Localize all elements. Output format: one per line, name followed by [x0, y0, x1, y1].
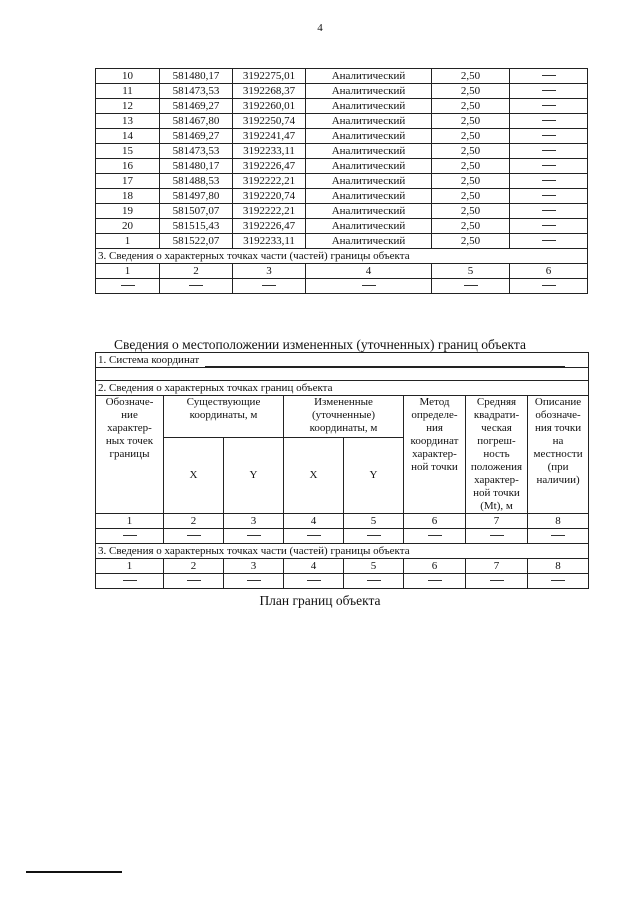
column-number: 2: [160, 264, 233, 279]
part-section-title: 3. Сведения о характерных точках части (частей) границы объекта: [96, 249, 588, 264]
description-cell: [510, 234, 588, 249]
changed-boundaries-title: Сведения о местоположении измененных (уточненных) границ объекта: [114, 337, 526, 352]
header-changed-x: X: [284, 437, 344, 513]
dash-mark: [307, 535, 321, 536]
point-number: 12: [96, 99, 160, 114]
coord-system-label: 1. Система координат: [98, 353, 200, 366]
point-number: 1: [96, 234, 160, 249]
table-row: [96, 129, 588, 144]
coord-y: 3192222,21: [233, 174, 306, 189]
point-value: [404, 529, 466, 544]
part-column-number: 7: [466, 559, 528, 574]
point-number: 15: [96, 144, 160, 159]
point-value: [528, 529, 589, 544]
method-cell: Аналитический: [306, 99, 432, 114]
part-column-number: 4: [284, 559, 344, 574]
dash-mark: [121, 285, 135, 286]
mt-cell: 2,50: [432, 219, 510, 234]
description-cell: [510, 174, 588, 189]
column-number: 1: [96, 514, 164, 529]
point-value-row: [96, 529, 589, 544]
column-number: 4: [306, 264, 432, 279]
dash-mark: [542, 90, 556, 91]
header-mt: Средняя квадрати-ческая погреш-ность положения характер-ной точки (Mt), м: [466, 396, 528, 514]
dash-mark: [464, 285, 478, 286]
part-value: [466, 574, 528, 589]
part-column-number: 3: [224, 559, 284, 574]
part-value: [510, 279, 588, 294]
dash-mark: [542, 195, 556, 196]
header-method: Метод определе-ния координат характер-ной точки: [404, 396, 466, 514]
table-row: [96, 189, 588, 204]
point-value: [96, 529, 164, 544]
page-number: 4: [317, 22, 323, 34]
coord-system-row: [96, 353, 589, 368]
dash-mark: [542, 165, 556, 166]
mt-cell: 2,50: [432, 144, 510, 159]
part-value-row: [96, 574, 589, 589]
method-cell: Аналитический: [306, 189, 432, 204]
column-number: 8: [528, 514, 589, 529]
part-column-number: 8: [528, 559, 589, 574]
table-row: [96, 204, 588, 219]
header-designation: Обозначе-ние характер-ных точек границы: [96, 396, 164, 514]
description-cell: [510, 69, 588, 84]
column-number: 1: [96, 264, 160, 279]
description-cell: [510, 114, 588, 129]
part-value: [306, 279, 432, 294]
dash-mark: [187, 580, 201, 581]
part-values-row: [96, 279, 588, 294]
description-cell: [510, 219, 588, 234]
method-cell: Аналитический: [306, 204, 432, 219]
mt-cell: 2,50: [432, 84, 510, 99]
points-section-title: 2. Сведения о характерных точках границ объекта: [96, 381, 589, 396]
part-section-title: 3. Сведения о характерных точках части (частей) границы объекта: [96, 544, 589, 559]
point-value: [466, 529, 528, 544]
coord-y: 3192268,37: [233, 84, 306, 99]
point-value: [284, 529, 344, 544]
column-number: 3: [233, 264, 306, 279]
coord-x: 581469,27: [160, 99, 233, 114]
column-number: 6: [404, 514, 466, 529]
dash-mark: [123, 580, 137, 581]
dash-mark: [428, 580, 442, 581]
coord-y: 3192220,74: [233, 189, 306, 204]
dash-mark: [542, 135, 556, 136]
coord-x: 581473,53: [160, 144, 233, 159]
point-number: 14: [96, 129, 160, 144]
changed-boundaries-table: [95, 352, 589, 589]
table-row: [96, 234, 588, 249]
column-number: 5: [432, 264, 510, 279]
coord-y: 3192233,11: [233, 234, 306, 249]
method-cell: Аналитический: [306, 84, 432, 99]
method-cell: Аналитический: [306, 174, 432, 189]
description-cell: [510, 204, 588, 219]
dash-mark: [247, 535, 261, 536]
description-cell: [510, 129, 588, 144]
coord-y: 3192233,11: [233, 144, 306, 159]
coord-x: 581507,07: [160, 204, 233, 219]
point-value: [164, 529, 224, 544]
table-row: [96, 159, 588, 174]
mt-cell: 2,50: [432, 189, 510, 204]
dash-mark: [542, 105, 556, 106]
header-description: Описание обозначе-ния точки на местности (при наличии): [528, 396, 589, 514]
column-number: 5: [344, 514, 404, 529]
description-cell: [510, 144, 588, 159]
table-row: [96, 144, 588, 159]
description-cell: [510, 84, 588, 99]
dash-mark: [542, 75, 556, 76]
header-changed-coords: Измененные (уточненные) координаты, м: [284, 396, 404, 438]
description-cell: [510, 159, 588, 174]
part-value: [96, 279, 160, 294]
dash-mark: [542, 180, 556, 181]
footnote-rule: [26, 871, 122, 873]
dash-mark: [362, 285, 376, 286]
dash-mark: [542, 120, 556, 121]
header-existing-coords: Существующие координаты, м: [164, 396, 284, 438]
dash-mark: [551, 535, 565, 536]
dash-mark: [367, 535, 381, 536]
coord-y: 3192222,21: [233, 204, 306, 219]
dash-mark: [123, 535, 137, 536]
coord-x: 581522,07: [160, 234, 233, 249]
point-number: 13: [96, 114, 160, 129]
description-cell: [510, 99, 588, 114]
coord-y: 3192275,01: [233, 69, 306, 84]
method-cell: Аналитический: [306, 144, 432, 159]
method-cell: Аналитический: [306, 159, 432, 174]
point-number: 16: [96, 159, 160, 174]
header-changed-y: Y: [344, 437, 404, 513]
dash-mark: [542, 150, 556, 151]
coord-x: 581473,53: [160, 84, 233, 99]
coord-x: 581480,17: [160, 69, 233, 84]
column-number: 7: [466, 514, 528, 529]
mt-cell: 2,50: [432, 69, 510, 84]
header-existing-x: X: [164, 437, 224, 513]
mt-cell: 2,50: [432, 99, 510, 114]
point-number: 19: [96, 204, 160, 219]
dash-mark: [262, 285, 276, 286]
part-column-number: 6: [404, 559, 466, 574]
point-value: [224, 529, 284, 544]
coord-system-blank: [205, 366, 565, 367]
part-value: [224, 574, 284, 589]
table-row: [96, 99, 588, 114]
table-row: [96, 84, 588, 99]
dash-mark: [542, 285, 556, 286]
table-row: [96, 69, 588, 84]
coord-y: 3192250,74: [233, 114, 306, 129]
dash-mark: [189, 285, 203, 286]
part-section-row: [96, 249, 588, 264]
mt-cell: 2,50: [432, 159, 510, 174]
column-number-row: [96, 514, 589, 529]
part-value: [160, 279, 233, 294]
coord-x: 581467,80: [160, 114, 233, 129]
coord-y: 3192241,47: [233, 129, 306, 144]
part-value: [96, 574, 164, 589]
mt-cell: 2,50: [432, 204, 510, 219]
blank-row: [96, 368, 589, 381]
header-existing-y: Y: [224, 437, 284, 513]
coord-x: 581497,80: [160, 189, 233, 204]
coord-y: 3192260,01: [233, 99, 306, 114]
dash-mark: [187, 535, 201, 536]
mt-cell: 2,50: [432, 114, 510, 129]
part-value: [404, 574, 466, 589]
column-number: 4: [284, 514, 344, 529]
part-value: [233, 279, 306, 294]
dash-mark: [551, 580, 565, 581]
method-cell: Аналитический: [306, 129, 432, 144]
method-cell: Аналитический: [306, 114, 432, 129]
dash-mark: [428, 535, 442, 536]
point-number: 11: [96, 84, 160, 99]
column-number: 2: [164, 514, 224, 529]
points-table-continued: [95, 68, 588, 294]
dash-mark: [307, 580, 321, 581]
table-row: [96, 174, 588, 189]
description-cell: [510, 189, 588, 204]
part-column-number: 2: [164, 559, 224, 574]
point-number: 17: [96, 174, 160, 189]
dash-mark: [490, 535, 504, 536]
table-row: [96, 114, 588, 129]
part-value: [528, 574, 589, 589]
coord-x: 581480,17: [160, 159, 233, 174]
coord-x: 581469,27: [160, 129, 233, 144]
coord-y: 3192226,47: [233, 219, 306, 234]
plan-title: План границ объекта: [259, 593, 381, 608]
method-cell: Аналитический: [306, 234, 432, 249]
column-number: 3: [224, 514, 284, 529]
mt-cell: 2,50: [432, 129, 510, 144]
part-column-number: 1: [96, 559, 164, 574]
dash-mark: [542, 240, 556, 241]
method-cell: Аналитический: [306, 69, 432, 84]
dash-mark: [542, 210, 556, 211]
mt-cell: 2,50: [432, 234, 510, 249]
column-number: 6: [510, 264, 588, 279]
dash-mark: [490, 580, 504, 581]
dash-mark: [247, 580, 261, 581]
point-number: 20: [96, 219, 160, 234]
mt-cell: 2,50: [432, 174, 510, 189]
point-number: 10: [96, 69, 160, 84]
part-column-number-row: [96, 559, 589, 574]
part-value: [344, 574, 404, 589]
coord-x: 581488,53: [160, 174, 233, 189]
part-column-number: 5: [344, 559, 404, 574]
point-number: 18: [96, 189, 160, 204]
part-value: [164, 574, 224, 589]
part-value: [432, 279, 510, 294]
point-value: [344, 529, 404, 544]
coord-y: 3192226,47: [233, 159, 306, 174]
table-row: [96, 219, 588, 234]
dash-mark: [542, 225, 556, 226]
coord-x: 581515,43: [160, 219, 233, 234]
part-numbers-row: [96, 264, 588, 279]
method-cell: Аналитический: [306, 219, 432, 234]
part-value: [284, 574, 344, 589]
dash-mark: [367, 580, 381, 581]
